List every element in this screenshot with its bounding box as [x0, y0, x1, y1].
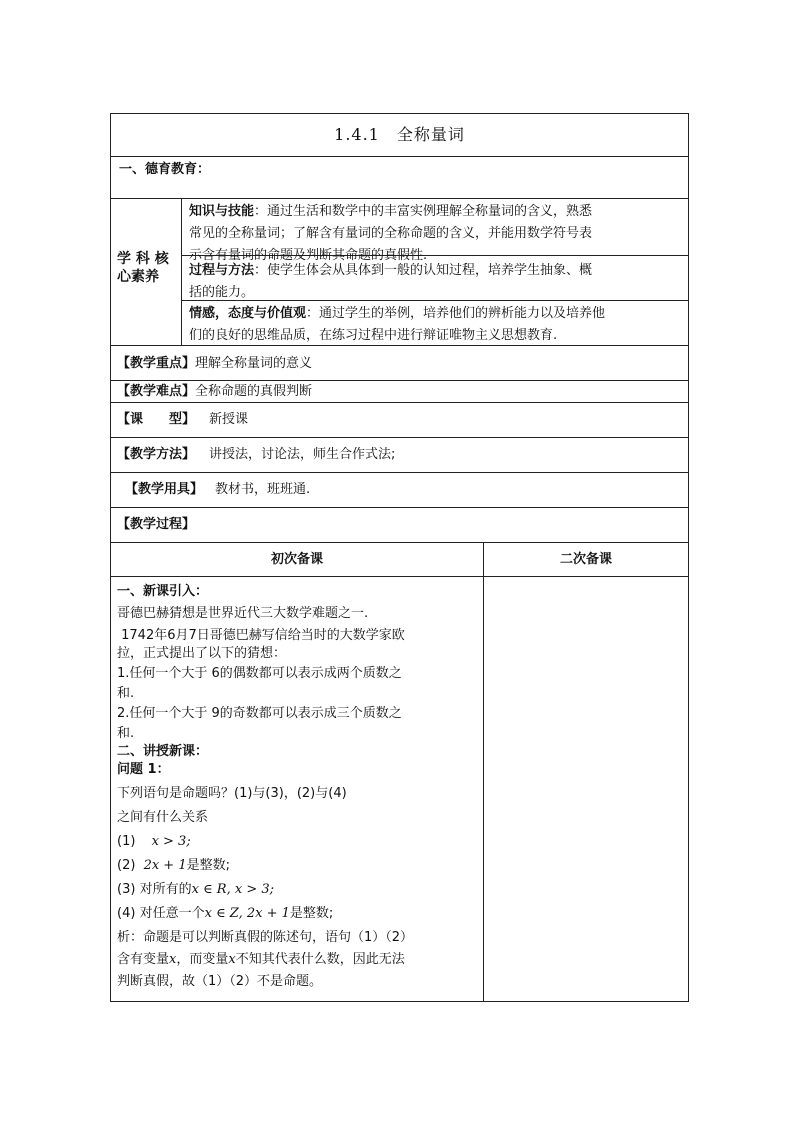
- emotion-label: 情感，态度与价值观: [189, 306, 307, 321]
- math-expression: x > 3;: [151, 834, 191, 849]
- paragraph: 之间有什么关系: [117, 810, 209, 825]
- statement-number: (2): [117, 858, 136, 873]
- statement-3: [117, 879, 479, 901]
- goal-text: 括的能力。: [189, 285, 255, 300]
- lesson-type-label: 【课 型】: [117, 412, 196, 427]
- statement-text: 对任意一个: [139, 906, 205, 921]
- goal-text: 常见的全称量词；了解含有量词的全称命题的含义，并能用数学符号表: [189, 226, 593, 241]
- column-header-second: 二次备课: [559, 552, 612, 567]
- math-expression: x ∈ Z, 2x + 1: [204, 906, 290, 921]
- tools-label: 【教学用具】: [125, 482, 204, 497]
- paragraph: 哥德巴赫猜想是世界近代三大数学难题之一.: [117, 606, 369, 621]
- goal-text: ：通过学生的举例，培养他们的辨析能力以及培养他: [306, 306, 606, 321]
- subsection-heading: 二、讲授新课：: [117, 744, 209, 759]
- page-title: 1.4.1 全称量词: [334, 125, 465, 144]
- divider: [111, 380, 688, 381]
- divider: [483, 542, 484, 1002]
- statement-1: [117, 831, 479, 853]
- math-variable: x: [169, 952, 177, 967]
- analysis: 判断真假，故（1）（2）不是命题。: [117, 974, 323, 989]
- tools-value: 教材书，班班通.: [215, 482, 311, 497]
- analysis-text: 含有变量: [117, 952, 170, 967]
- lesson-type-row: [117, 411, 248, 428]
- lesson-type-value: 新授课: [209, 412, 249, 427]
- statement-number: (4): [117, 906, 136, 921]
- statement-number: (3): [117, 882, 136, 897]
- divider: [111, 542, 688, 543]
- goal-text: 们的良好的思维品质，在练习过程中进行辩证唯物主义思想教育.: [189, 328, 558, 343]
- divider: [111, 402, 688, 403]
- first-draft-content: [117, 581, 479, 993]
- math-variable: x: [228, 952, 236, 967]
- divider: [111, 576, 688, 577]
- difficulty-label: 【教学难点】: [117, 384, 196, 399]
- knowledge-label: 知识与技能: [189, 204, 255, 219]
- divider: [111, 507, 688, 508]
- analysis: 析：命题是可以判断真假的陈述句，语句（1）（2）: [117, 930, 414, 945]
- divider: [111, 198, 688, 199]
- paragraph: 1742年6月7日哥德巴赫写信给当时的大数学家欧: [117, 628, 405, 643]
- process-heading: 【教学过程】: [117, 517, 196, 532]
- method-label: 【教学方法】: [117, 447, 196, 462]
- paragraph: 2.任何一个大于 9的奇数都可以表示成三个质数之: [117, 706, 402, 721]
- section-heading: 一、德育教育：: [119, 162, 211, 177]
- knowledge-goal: [189, 201, 592, 267]
- literacy-label-line: 心素养: [117, 269, 159, 285]
- statement-text: 是整数;: [186, 858, 230, 873]
- method-row: [117, 446, 395, 463]
- tools-row: [125, 481, 310, 498]
- question-heading: 问题 1：: [117, 762, 170, 777]
- goal-text: ：通过生活和数学中的丰富实例理解全称量词的含义，熟悉: [254, 204, 593, 219]
- statement-text: 对所有的: [139, 882, 192, 897]
- paragraph: 和.: [117, 686, 135, 701]
- difficulty-row: [117, 383, 312, 400]
- column-header-first: 初次备课: [270, 552, 323, 567]
- key-point-row: [117, 355, 312, 372]
- paragraph: 下列语句是命题吗？(1)与(3)，(2)与(4): [117, 786, 347, 801]
- emotion-goal: [189, 303, 605, 347]
- statement-text: 是整数;: [289, 906, 334, 921]
- paragraph: 1.任何一个大于 6的偶数都可以表示成两个质数之: [117, 666, 402, 681]
- key-point-label: 【教学重点】: [117, 356, 196, 371]
- paragraph: 和.: [117, 726, 135, 741]
- lesson-plan-table: [110, 113, 689, 1002]
- math-expression: 2x + 1: [143, 858, 187, 873]
- analysis-text: 不知其代表什么数，因此无法: [235, 952, 405, 967]
- math-expression: x ∈ R, x > 3;: [191, 882, 274, 897]
- analysis-text: ，而变量: [176, 952, 229, 967]
- statement-4: [117, 903, 479, 925]
- process-label: 过程与方法: [189, 263, 255, 278]
- difficulty-value: 全称命题的真假判断: [195, 384, 313, 399]
- paragraph: 拉，正式提出了以下的猜想：: [117, 646, 287, 661]
- divider: [111, 156, 688, 157]
- divider: [111, 437, 688, 438]
- goal-text: ：使学生体会从具体到一般的认知过程，培养学生抽象、概: [254, 263, 593, 278]
- literacy-label: [117, 250, 169, 286]
- divider: [111, 472, 688, 473]
- key-point-value: 理解全称量词的意义: [195, 356, 313, 371]
- statement-number: (1): [117, 834, 136, 849]
- method-value: 讲授法，讨论法，师生合作式法;: [209, 447, 396, 462]
- process-goal: [189, 260, 592, 304]
- divider: [181, 198, 182, 345]
- subsection-heading: 一、新课引入：: [117, 584, 209, 599]
- goal-text: 示含有量词的命题及判断其命题的真假性.: [189, 248, 428, 263]
- analysis: [117, 949, 479, 971]
- statement-2: [117, 855, 479, 877]
- literacy-label-line: 学 科 核: [117, 251, 169, 267]
